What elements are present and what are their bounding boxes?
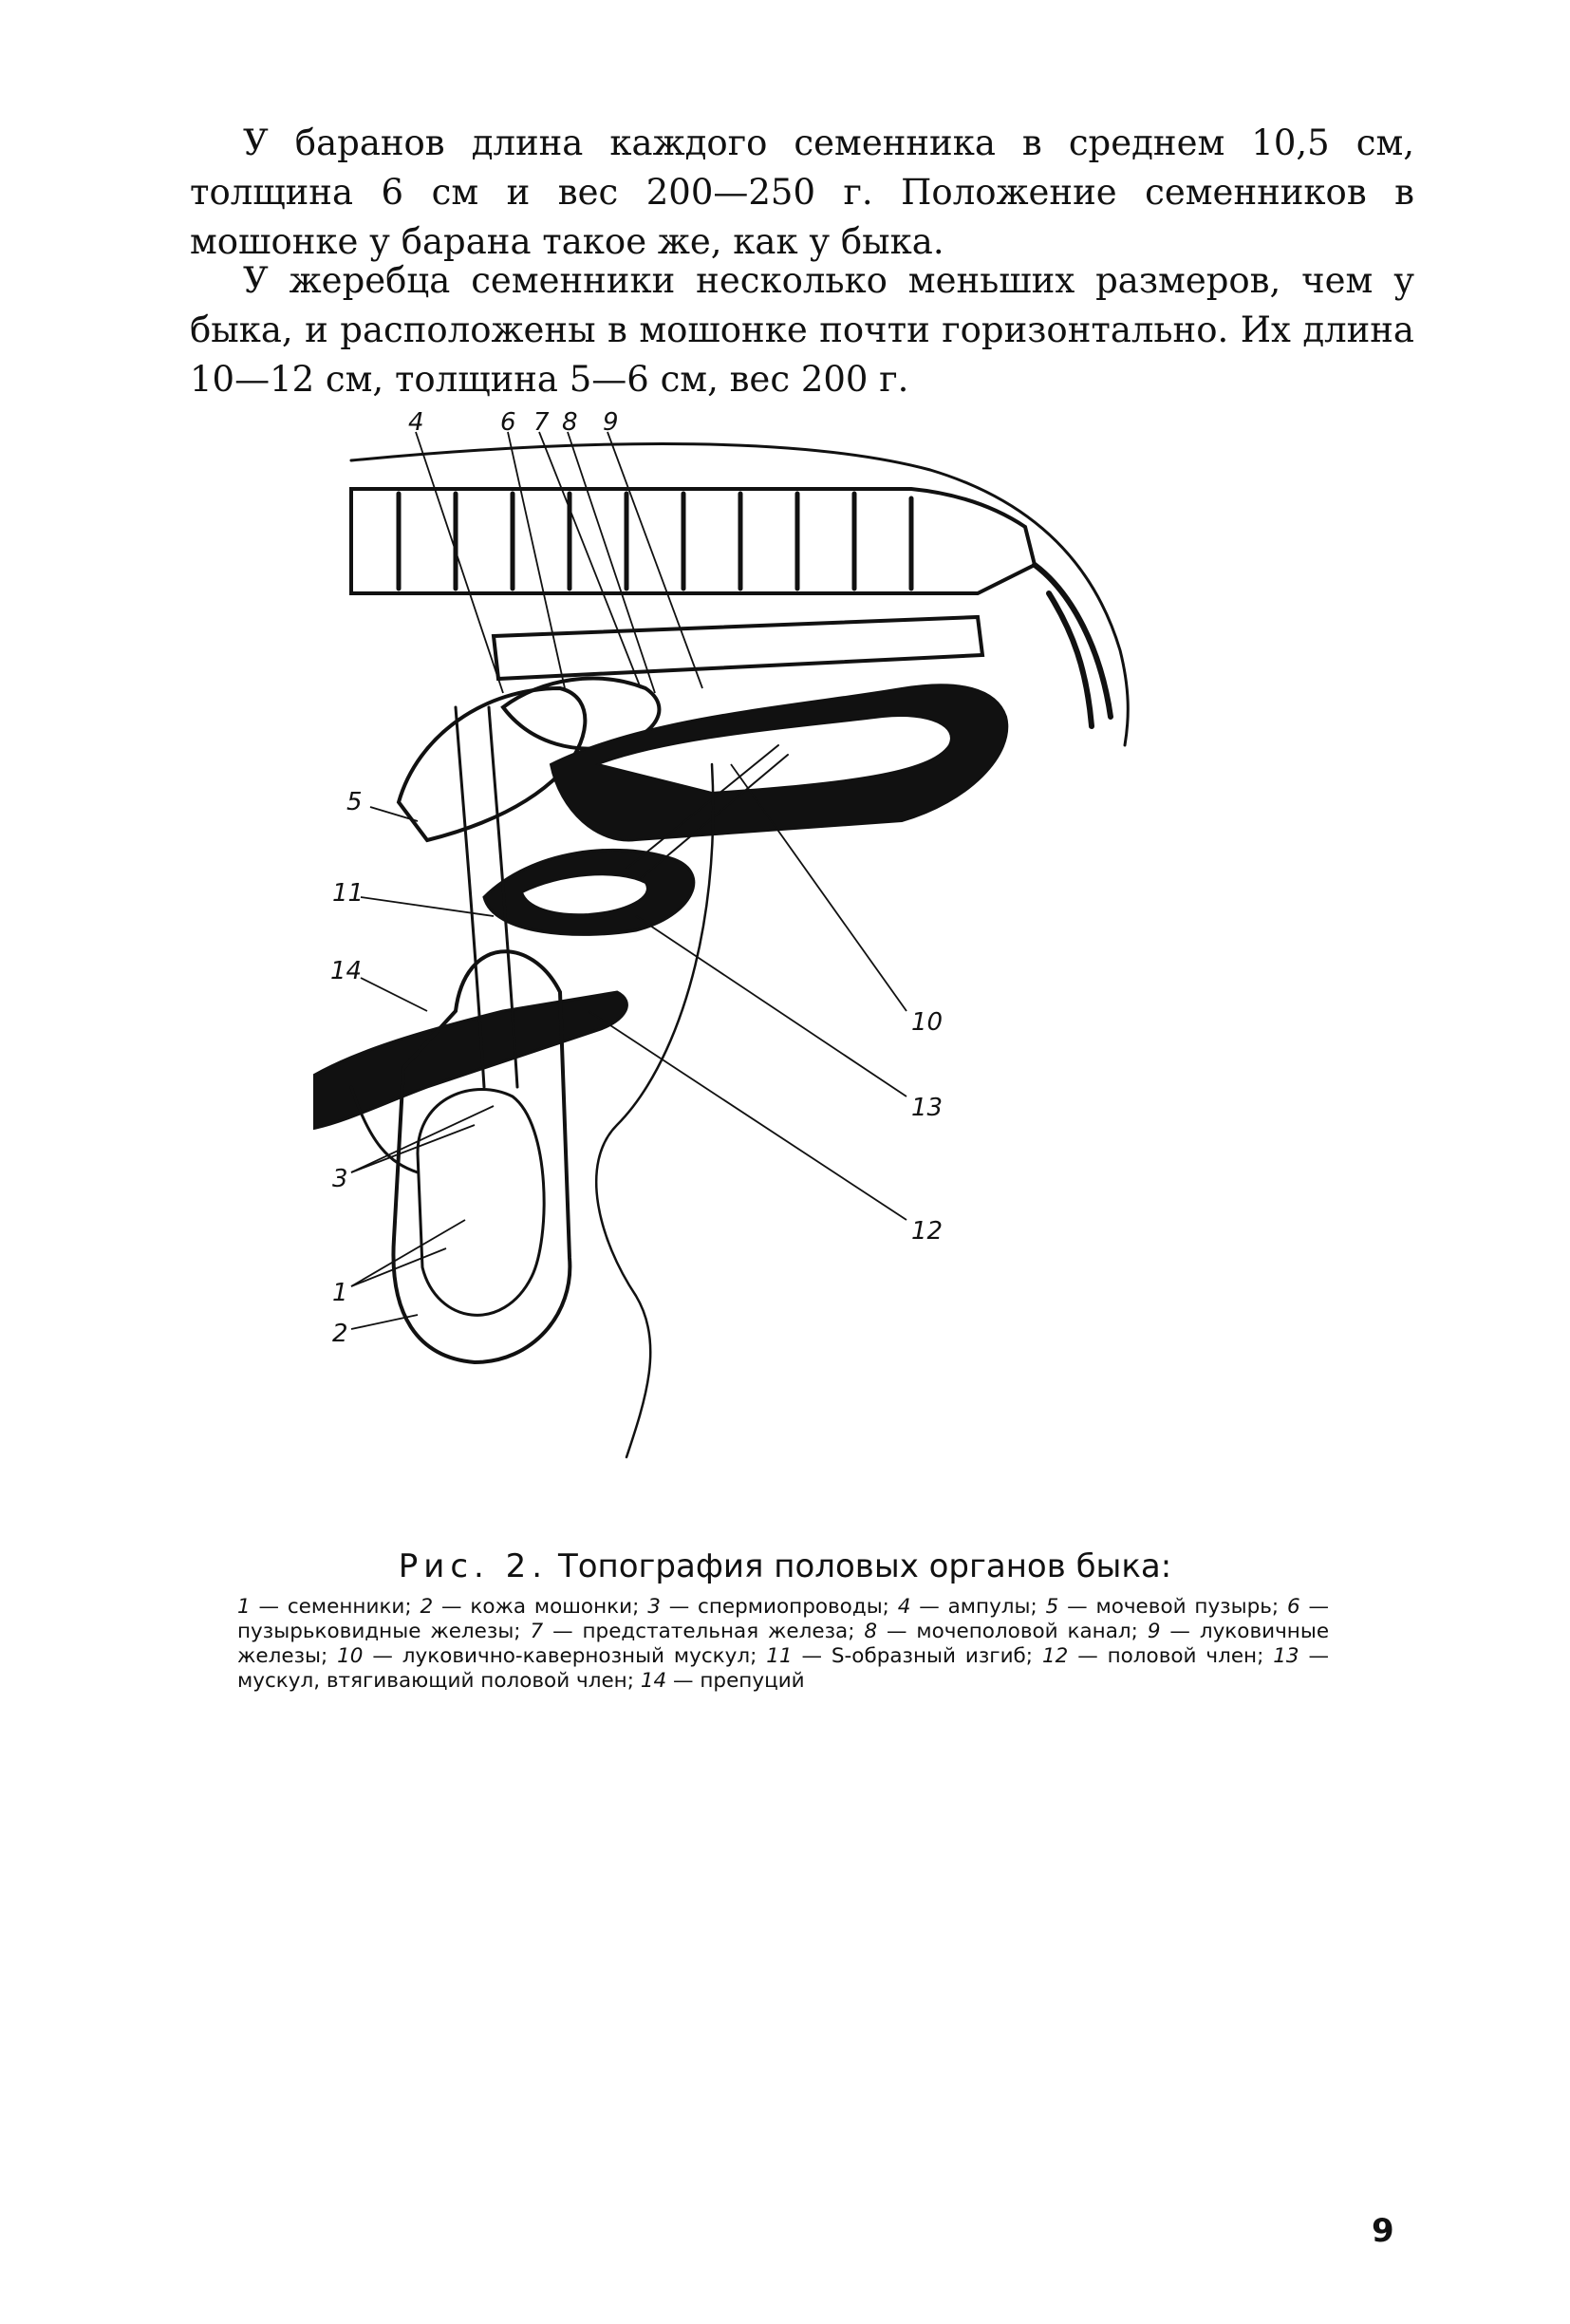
legend-text: мочевой пузырь; (1095, 1595, 1280, 1619)
legend-number: 13 (1273, 1644, 1299, 1668)
leader-11 (361, 897, 494, 916)
legend-number: 12 (1041, 1644, 1069, 1668)
leader-14 (361, 978, 427, 1011)
legend-text: спермиопроводы; (698, 1595, 889, 1619)
legend-number: 5 (1045, 1595, 1059, 1619)
label-3: 3 (332, 1165, 348, 1193)
legend-number: 4 (897, 1595, 911, 1619)
leader-6 (508, 432, 565, 688)
legend-text: половой член; (1107, 1644, 1264, 1668)
vertebra-lines (399, 494, 911, 589)
label-8: 8 (562, 408, 578, 437)
figure-caption-title (0, 1547, 1570, 1585)
legend-number: 11 (766, 1644, 793, 1668)
label-2: 2 (332, 1320, 348, 1348)
label-4: 4 (408, 408, 424, 437)
leader-1a (351, 1248, 446, 1286)
legend-number: 6 (1287, 1595, 1300, 1619)
legend-number: 9 (1147, 1620, 1161, 1643)
legend-number: 10 (337, 1644, 364, 1668)
legend-text: S-образный изгиб; (831, 1644, 1034, 1668)
leader-12 (589, 1011, 906, 1220)
legend-text: кожа мошонки; (470, 1595, 640, 1619)
legend-number: 7 (530, 1620, 544, 1643)
legend-number: 3 (647, 1595, 661, 1619)
label-5: 5 (346, 788, 363, 816)
legend-number: 14 (640, 1669, 667, 1693)
legend-text: ампулы; (947, 1595, 1037, 1619)
leader-3b (351, 1106, 494, 1172)
label-7: 7 (533, 408, 550, 437)
leader-9 (607, 432, 702, 688)
figure-number: Рис. 2. (398, 1547, 549, 1585)
label-1: 1 (332, 1279, 348, 1307)
label-6: 6 (500, 408, 516, 437)
legend-text: мускул, втягивающий половой член; (237, 1669, 634, 1693)
paragraph-rams: У баранов длина каждого семенника в среднем 10,5 см, толщина 6 см и вес 200—250 г. Положение семенников в мошонке у барана такое же, как у быка. (190, 122, 1414, 262)
leader-5 (370, 807, 418, 821)
legend-number: 8 (864, 1620, 878, 1643)
label-11: 11 (332, 879, 364, 908)
legend-text: пузырьковидные железы; (237, 1620, 521, 1643)
page-number: 9 (1372, 2212, 1394, 2250)
figure-bull-genital-topography (313, 403, 1262, 1543)
legend-number: 1 (237, 1595, 251, 1619)
label-9: 9 (603, 408, 619, 437)
leader-1b (351, 1220, 465, 1286)
label-10: 10 (911, 1008, 944, 1037)
label-12: 12 (911, 1217, 944, 1246)
anatomical-drawing (313, 403, 1262, 1543)
label-13: 13 (911, 1094, 944, 1122)
legend-text: луковично-кавернозный мускул; (402, 1644, 757, 1668)
legend-text: мочеполовой канал; (916, 1620, 1138, 1643)
leader-8 (568, 432, 655, 693)
figure-legend: 1 — семенники; 2 — кожа мошонки; 3 — спермиопроводы; 4 — ампулы; 5 — мочевой пузырь; 6 — пузырьковидные железы; 7 — предстательная железа; 8 — мочеполовой канал; 9 — луковичные железы; 10 — луковично-кавернозный мускул; 11 — S-образный изгиб; 12 — половой член; 13 — мускул, втягивающий половой член; 14 — препуций (237, 1595, 1330, 1693)
legend-text: семенники; (287, 1595, 412, 1619)
legend-text: луковичные железы; (237, 1620, 1330, 1668)
legend-text: препуций (700, 1669, 805, 1693)
leader-4 (416, 432, 503, 693)
paragraph-stallion: У жеребца семенники несколько меньших размеров, чем у быка, и расположены в мошонке почти горизонтально. Их длина 10—12 см, толщина 5—6 см, вес 200 г. (190, 260, 1414, 400)
label-14: 14 (330, 957, 363, 985)
pelvis-bar (494, 617, 982, 679)
testis (418, 1090, 544, 1316)
legend-text: предстательная железа; (582, 1620, 855, 1643)
tail-vertebrae (1035, 565, 1111, 726)
legend-number: 2 (420, 1595, 434, 1619)
figure-title: Топография половых органов быка: (557, 1547, 1172, 1585)
